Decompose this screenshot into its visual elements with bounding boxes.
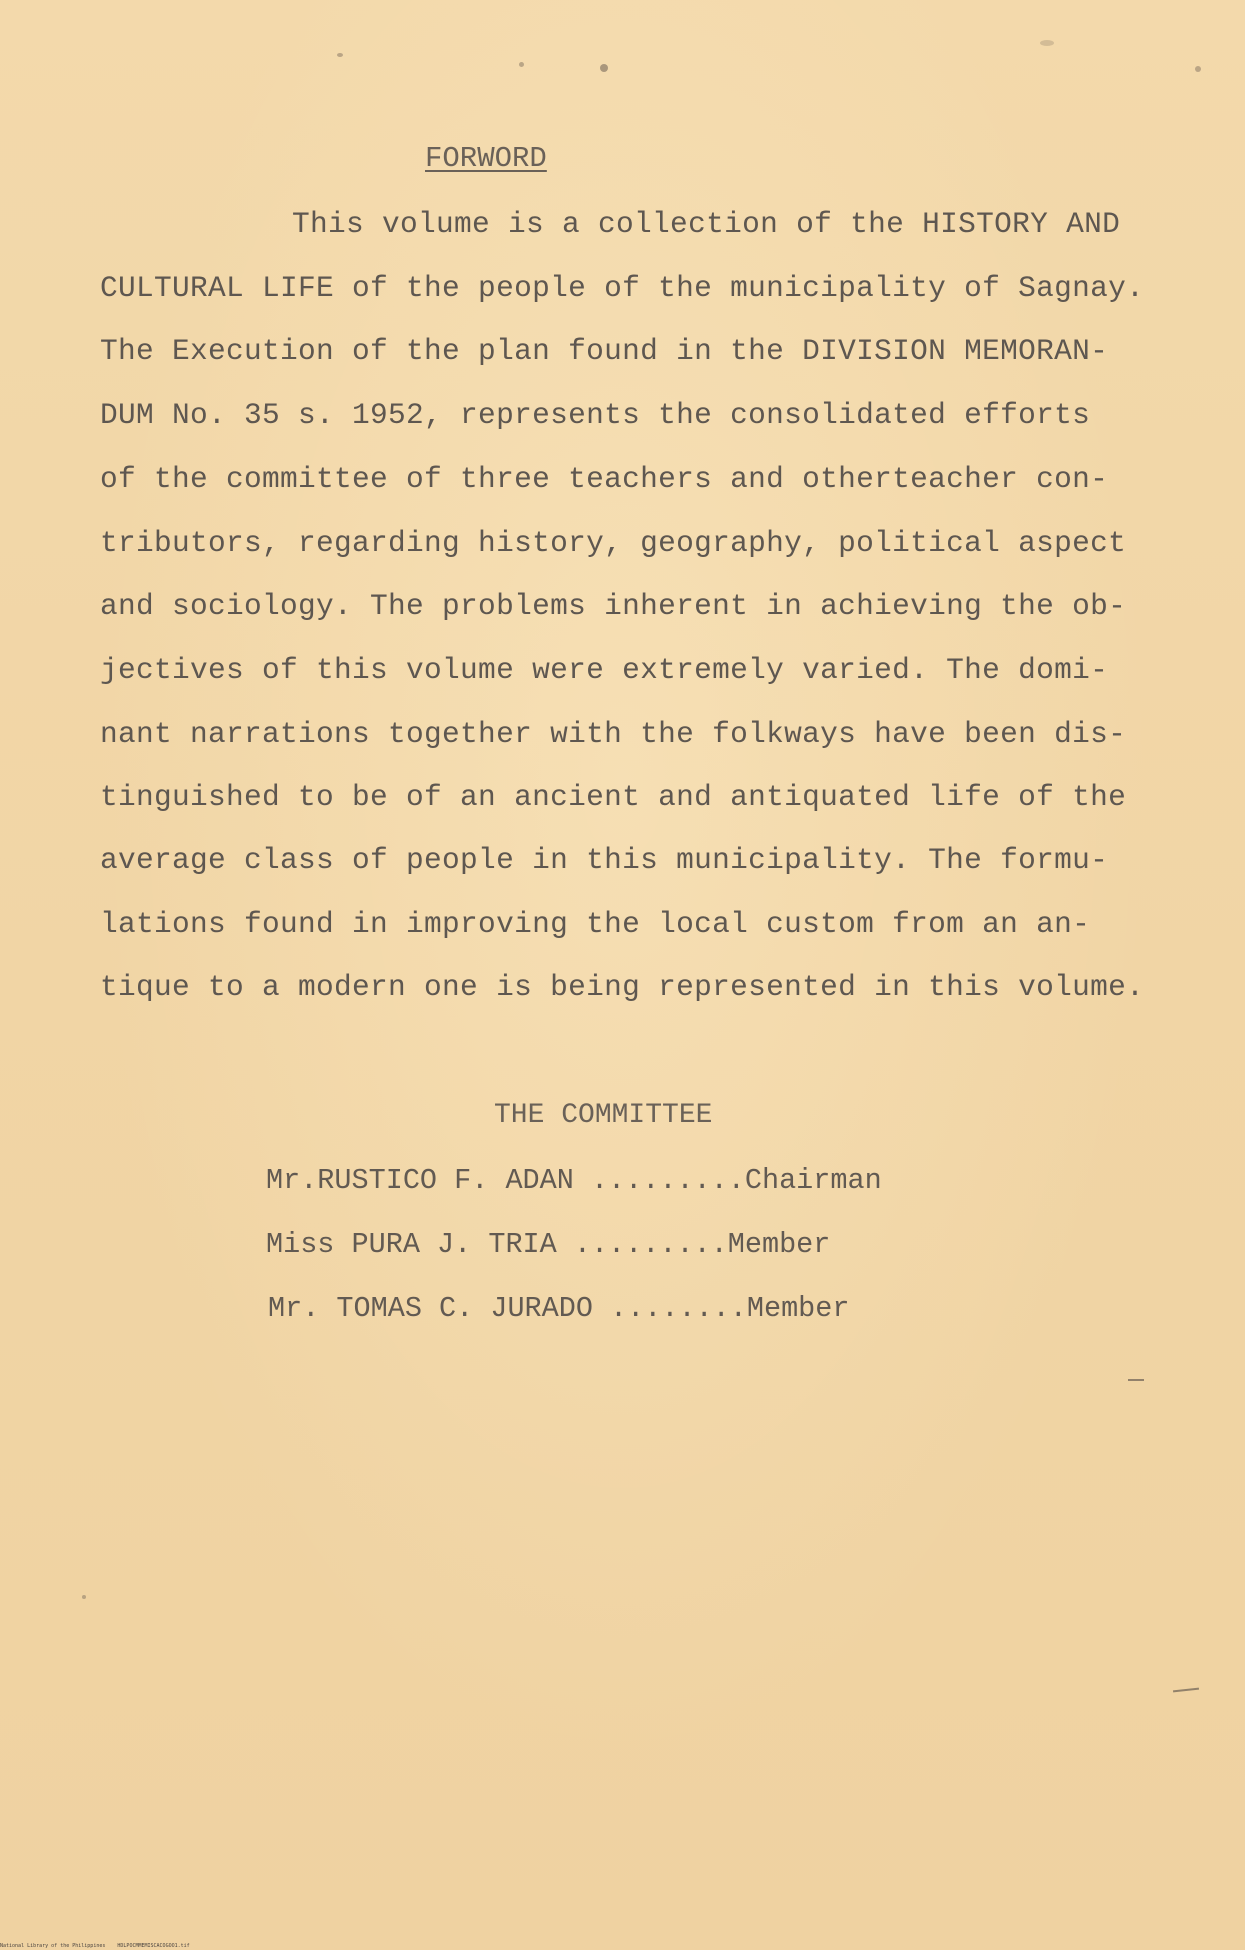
paragraph-line: lations found in improving the local custom from an an- bbox=[100, 907, 1091, 941]
paragraph-line: CULTURAL LIFE of the people of the municipality of Sagnay. bbox=[100, 271, 1145, 305]
paragraph-line: jectives of this volume were extremely varied. The domi- bbox=[100, 653, 1109, 687]
paragraph-line: tinguished to be of an ancient and antiquated life of the bbox=[100, 780, 1127, 814]
paragraph-line: DUM No. 35 s. 1952, represents the consolidated efforts bbox=[100, 398, 1091, 432]
paper-mark bbox=[1173, 1688, 1199, 1693]
committee-member: Miss PURA J. TRIA .........Member bbox=[266, 1228, 831, 1261]
paragraph-line: of the committee of three teachers and otherteacher con- bbox=[100, 462, 1109, 496]
paper-speck bbox=[337, 53, 343, 57]
paper-speck bbox=[1040, 40, 1054, 46]
committee-member: Mr. TOMAS C. JURADO ........Member bbox=[268, 1292, 850, 1325]
paper-speck bbox=[1195, 66, 1201, 72]
scan-footer: National Library of the Philippines HDLPOCMMEMISCACOGOO1.tif bbox=[0, 1943, 190, 1949]
paragraph-line: This volume is a collection of the HISTORY AND bbox=[292, 207, 1121, 241]
paper-speck bbox=[82, 1595, 86, 1599]
paragraph-line: tributors, regarding history, geography, political aspect bbox=[100, 526, 1127, 560]
paragraph-line: average class of people in this municipality. The formu- bbox=[100, 843, 1109, 877]
paragraph-line: and sociology. The problems inherent in achieving the ob- bbox=[100, 589, 1127, 623]
paragraph-line: tique to a modern one is being represented in this volume. bbox=[100, 970, 1145, 1004]
paragraph-line: The Execution of the plan found in the DIVISION MEMORAN- bbox=[100, 334, 1109, 368]
committee-heading: THE COMMITTEE bbox=[494, 1100, 713, 1131]
paper-mark bbox=[1128, 1379, 1144, 1381]
paper-speck bbox=[519, 62, 524, 67]
paper-speck bbox=[600, 64, 608, 72]
page-title: FORWORD bbox=[425, 142, 547, 175]
paragraph-line: nant narrations together with the folkways have been dis- bbox=[100, 717, 1127, 751]
committee-member: Mr.RUSTICO F. ADAN .........Chairman bbox=[266, 1164, 882, 1197]
